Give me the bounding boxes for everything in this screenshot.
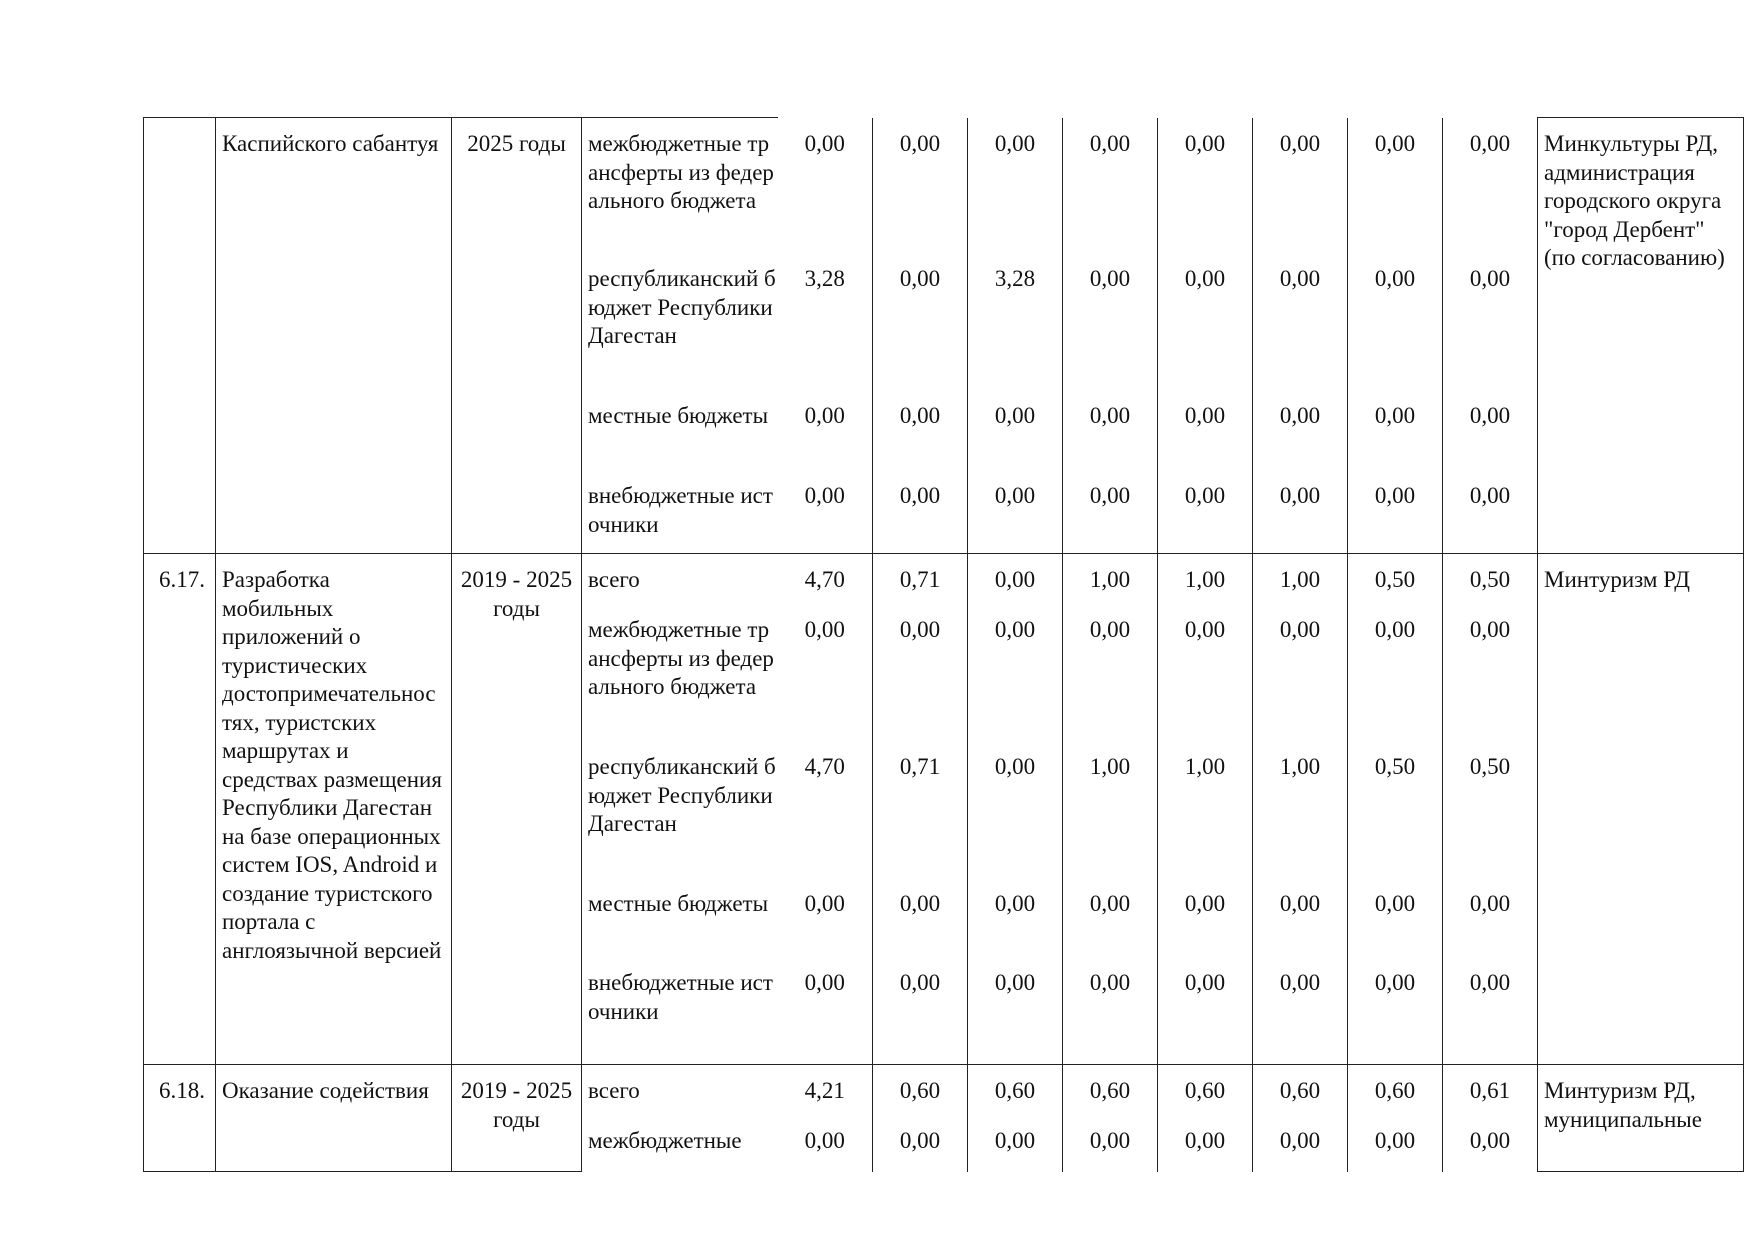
period <box>452 554 582 1065</box>
value-cell: 0,00 <box>1089 265 1131 291</box>
value-cell: 0,00 <box>1279 265 1321 291</box>
value-cell: 0,00 <box>1089 617 1131 642</box>
value-cell: 0,00 <box>1184 617 1226 642</box>
table-row <box>144 554 1744 1065</box>
measure-name <box>216 1065 452 1172</box>
value-cell: 0,60 <box>1184 1078 1226 1103</box>
table-row <box>144 1065 1744 1172</box>
measure-name <box>216 118 452 554</box>
value-cell: 0,00 <box>994 402 1036 428</box>
measure-name-text: Оказание содействия <box>222 1078 429 1103</box>
value-cell: 0,00 <box>1374 891 1416 916</box>
funding-source-label: внебюджетные источники <box>588 970 773 1024</box>
value-cell: 0,00 <box>1279 482 1321 508</box>
value-col-8 <box>1443 1065 1538 1172</box>
value-cell: 0,00 <box>994 970 1036 995</box>
value-col-4 <box>1063 554 1158 1065</box>
value-cell: 0,00 <box>899 970 941 995</box>
row-number <box>144 1065 216 1172</box>
value-col-2 <box>873 554 968 1065</box>
budget-table <box>143 117 1744 1172</box>
value-cell: 0,00 <box>804 970 845 995</box>
value-cell: 0,00 <box>1374 617 1416 642</box>
value-cell: 0,00 <box>1089 130 1131 156</box>
value-col-5 <box>1158 1065 1253 1172</box>
funding-source-label: межбюджетные <box>588 1128 742 1153</box>
value-col-5 <box>1158 554 1253 1065</box>
value-cell: 0,00 <box>899 130 941 156</box>
value-cell: 1,00 <box>1089 567 1131 592</box>
value-cell: 0,00 <box>1469 402 1511 428</box>
value-col-6 <box>1253 554 1348 1065</box>
value-cell: 0,60 <box>1374 1078 1416 1103</box>
value-cell: 0,50 <box>1374 754 1416 779</box>
value-col-8 <box>1443 554 1538 1065</box>
value-cell: 0,00 <box>1184 891 1226 916</box>
value-cell: 0,60 <box>1279 1078 1321 1103</box>
value-cell: 0,00 <box>899 482 941 508</box>
value-col-2 <box>873 118 968 554</box>
executor-text: Минкультуры РД, администрация городского округа "город Дербент" (по согласованию) <box>1544 131 1725 270</box>
value-cell: 0,00 <box>1374 402 1416 428</box>
value-cell: 0,00 <box>1469 265 1511 291</box>
value-cell: 0,00 <box>804 482 845 508</box>
value-cell: 0,00 <box>1279 970 1321 995</box>
value-cell: 0,00 <box>994 891 1036 916</box>
value-col-3 <box>968 118 1063 554</box>
funding-sources <box>582 1065 778 1172</box>
table-row <box>144 118 1744 554</box>
value-col-3 <box>968 554 1063 1065</box>
funding-source-label: всего <box>588 1078 640 1103</box>
value-cell: 4,70 <box>804 754 845 779</box>
value-cell: 0,00 <box>804 617 845 642</box>
value-cell: 0,00 <box>1184 130 1226 156</box>
value-cell: 1,00 <box>1279 754 1321 779</box>
value-cell: 0,00 <box>1089 402 1131 428</box>
value-cell: 0,00 <box>1374 482 1416 508</box>
value-cell: 0,00 <box>1279 402 1321 428</box>
funding-source-label: местные бюджеты <box>588 403 769 428</box>
funding-sources <box>582 118 778 554</box>
measure-name <box>216 554 452 1065</box>
funding-source-label: межбюджетные трансферты из федерального бюджета <box>588 131 774 213</box>
value-cell: 0,00 <box>804 402 845 428</box>
value-cell: 0,00 <box>1089 891 1131 916</box>
row-number <box>144 554 216 1065</box>
value-cell: 0,00 <box>1279 1128 1321 1153</box>
period <box>452 118 582 554</box>
funding-source-label: всего <box>588 567 640 592</box>
value-cell: 0,71 <box>899 754 941 779</box>
value-cell: 0,00 <box>1374 1128 1416 1153</box>
value-cell: 0,00 <box>1184 402 1226 428</box>
value-cell: 0,60 <box>994 1078 1036 1103</box>
value-cell: 0,00 <box>804 891 845 916</box>
executor-text: Минтуризм РД <box>1544 567 1690 592</box>
value-cell: 0,00 <box>1089 482 1131 508</box>
value-col-7 <box>1348 1065 1443 1172</box>
value-cell: 0,00 <box>994 1128 1036 1153</box>
value-cell: 0,00 <box>1469 891 1511 916</box>
executor-text: Минтуризм РД, муниципальные <box>1544 1078 1702 1132</box>
value-cell: 4,70 <box>804 567 845 592</box>
executor <box>1538 1065 1744 1172</box>
value-cell: 0,00 <box>1184 970 1226 995</box>
value-cell: 0,00 <box>1089 1128 1131 1153</box>
value-cell: 0,00 <box>899 1128 941 1153</box>
value-cell: 0,61 <box>1469 1078 1511 1103</box>
value-cell: 1,00 <box>1184 754 1226 779</box>
value-col-1 <box>778 118 873 554</box>
funding-source-label: местные бюджеты <box>588 891 769 916</box>
value-col-7 <box>1348 118 1443 554</box>
value-col-8 <box>1443 118 1538 554</box>
value-cell: 0,50 <box>1469 567 1511 592</box>
value-cell: 0,00 <box>1279 617 1321 642</box>
value-col-1 <box>778 1065 873 1172</box>
funding-source-label: республиканский бюджет Республики Дагестан <box>588 266 776 348</box>
value-cell: 3,28 <box>804 265 845 291</box>
value-cell: 0,60 <box>1089 1078 1131 1103</box>
executor <box>1538 118 1744 554</box>
funding-source-label: республиканский бюджет Республики Дагестан <box>588 754 776 836</box>
value-cell: 0,00 <box>899 402 941 428</box>
value-cell: 0,00 <box>1374 130 1416 156</box>
value-cell: 0,00 <box>1089 970 1131 995</box>
value-cell: 0,60 <box>899 1078 941 1103</box>
value-cell: 0,00 <box>994 617 1036 642</box>
value-cell: 0,00 <box>899 617 941 642</box>
value-cell: 3,28 <box>994 265 1036 291</box>
value-cell: 0,00 <box>1469 1128 1511 1153</box>
measure-name-text: Каспийского сабантуя <box>222 131 439 156</box>
value-cell: 0,00 <box>1374 970 1416 995</box>
value-cell: 0,00 <box>804 130 845 156</box>
value-cell: 1,00 <box>1279 567 1321 592</box>
value-cell: 0,00 <box>899 265 941 291</box>
row-number-text: 6.17. <box>159 567 205 592</box>
value-cell: 0,00 <box>994 482 1036 508</box>
value-cell: 1,00 <box>1089 754 1131 779</box>
funding-source-label: внебюджетные источники <box>588 483 773 537</box>
period-text: 2025 годы <box>467 131 566 156</box>
measure-name-text: Разработка мобильных приложений о туристических достопримечательностях, туристских маршрутах и средствах размещения Республики Дагестан на базе операционных систем IOS, Android и создание туристского портала с англоязычной версией <box>222 567 442 963</box>
value-cell: 4,21 <box>804 1078 845 1103</box>
value-cell: 0,00 <box>994 130 1036 156</box>
value-col-3 <box>968 1065 1063 1172</box>
period-text: 2019 - 2025 годы <box>460 1078 573 1132</box>
value-col-4 <box>1063 118 1158 554</box>
value-cell: 0,00 <box>1184 1128 1226 1153</box>
value-cell: 0,50 <box>1374 567 1416 592</box>
value-cell: 0,00 <box>1374 265 1416 291</box>
value-cell: 0,00 <box>994 567 1036 592</box>
row-number-text <box>144 118 215 130</box>
value-cell: 0,00 <box>1279 891 1321 916</box>
period-text: 2019 - 2025 годы <box>460 567 573 621</box>
period <box>452 1065 582 1172</box>
value-col-6 <box>1253 118 1348 554</box>
row-number <box>144 118 216 554</box>
value-cell: 0,50 <box>1469 754 1511 779</box>
value-cell: 0,00 <box>1184 482 1226 508</box>
value-cell: 0,00 <box>1469 617 1511 642</box>
value-cell: 0,00 <box>994 754 1036 779</box>
value-cell: 0,00 <box>1469 482 1511 508</box>
value-cell: 0,71 <box>899 567 941 592</box>
executor <box>1538 554 1744 1065</box>
value-cell: 0,00 <box>899 891 941 916</box>
value-cell: 0,00 <box>1469 970 1511 995</box>
value-cell: 0,00 <box>1184 265 1226 291</box>
value-col-1 <box>778 554 873 1065</box>
value-cell: 1,00 <box>1184 567 1226 592</box>
value-col-6 <box>1253 1065 1348 1172</box>
funding-source-label: межбюджетные трансферты из федерального бюджета <box>588 617 774 699</box>
value-col-2 <box>873 1065 968 1172</box>
row-number-text: 6.18. <box>159 1078 205 1103</box>
value-cell: 0,00 <box>804 1128 845 1153</box>
funding-sources <box>582 554 778 1065</box>
value-cell: 0,00 <box>1279 130 1321 156</box>
value-cell: 0,00 <box>1469 130 1511 156</box>
value-col-5 <box>1158 118 1253 554</box>
value-col-7 <box>1348 554 1443 1065</box>
value-col-4 <box>1063 1065 1158 1172</box>
